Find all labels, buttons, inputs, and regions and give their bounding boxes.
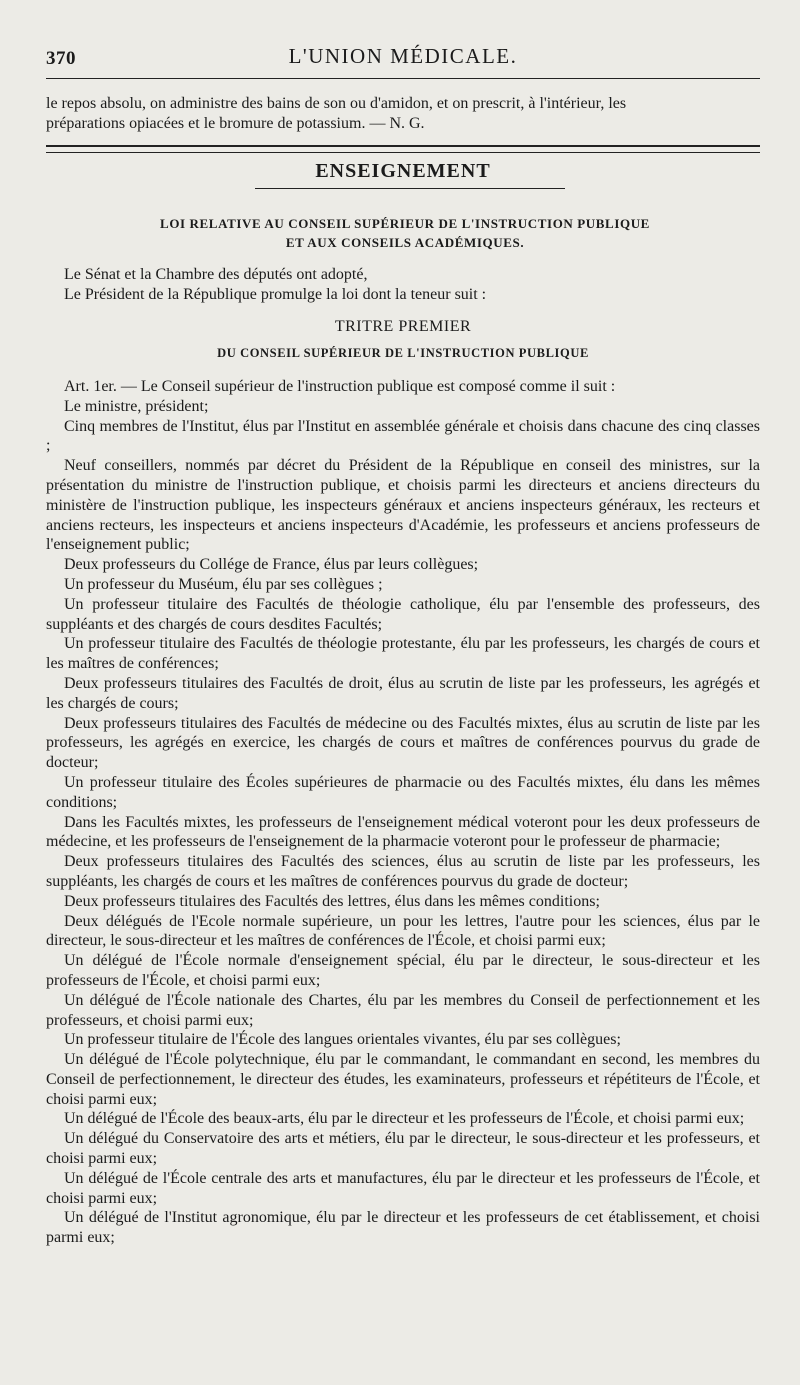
section-separator	[46, 145, 760, 153]
article-item: Neuf conseillers, nommés par décret du Président de la République en conseil des ministres, sur la présentation du ministre de l'instruction publique, et choisis parmi les directeurs et anciens directeurs du ministère de l'instruction publique, les inspecteurs généraux et anciens inspecteurs généraux, les recteurs et anciens recteurs, les inspecteurs et anciens inspecteurs d'Académie, les professeurs et anciens professeurs de l'enseignement public;	[46, 457, 760, 554]
titre-heading: TRITRE PREMIER	[334, 318, 472, 335]
article-item: Un délégué de l'Institut agronomique, élu par le directeur et les professeurs de cet établissement, et choisi parmi eux;	[46, 1209, 760, 1247]
article-1	[46, 377, 760, 1248]
preamble-line-2: Le Président de la République promulge la loi dont la teneur suit :	[64, 285, 487, 303]
preamble	[46, 265, 760, 305]
running-head: L'UNION MÉDICALE.	[288, 44, 518, 68]
article-item: Un professeur du Muséum, élu par ses collègues ;	[64, 575, 383, 593]
law-title-line-1: LOI RELATIVE AU CONSEIL SUPÉRIEUR DE L'INSTRUCTION PUBLIQUE	[160, 216, 650, 231]
page-number: 370	[46, 48, 76, 69]
article-item: Un délégué de l'École nationale des Chartes, élu par les membres du Conseil de perfectionnement et les professeurs, et choisi parmi eux;	[46, 991, 760, 1029]
intro-line-1: le repos absolu, on administre des bains de son ou d'amidon, et on prescrit, à l'intérieur, les	[46, 95, 627, 112]
article-item: Un professeur titulaire des Facultés de théologie protestante, élu par les professeurs, les chargés de cours et les maîtres de conférences;	[46, 635, 760, 673]
article-item: Un délégué de l'École centrale des arts et manufactures, élu par le directeur et les professeurs de l'École, et choisi parmi eux;	[46, 1169, 760, 1207]
intro-line-2: préparations opiacées et le bromure de potassium. — N. G.	[46, 114, 425, 132]
article-lead: Art. 1er. — Le Conseil supérieur de l'instruction publique est composé comme il suit :	[64, 378, 616, 395]
article-item: Cinq membres de l'Institut, élus par l'Institut en assemblée générale et choisis dans chacune des cinq classes ;	[46, 417, 760, 455]
article-item: Dans les Facultés mixtes, les professeurs de l'enseignement médical voteront pour les deux professeurs de médecine, et les professeurs de l'enseignement de la pharmacie voteront pour le professeur de pharmacie;	[46, 813, 760, 851]
article-item: Deux professeurs titulaires des Facultés des lettres, élus dans les mêmes conditions;	[64, 892, 600, 910]
page-header	[46, 42, 760, 72]
article-item: Deux professeurs titulaires des Facultés des sciences, élus au scrutin de liste par les professeurs, les suppléants, les chargés de cours et les maîtres de conférences pourvus du grade de docteur;	[46, 853, 760, 890]
article-item: Un délégué de l'École normale d'enseignement spécial, élu par le directeur, le sous-directeur et les professeurs de l'École, et choisi parmi eux;	[46, 952, 760, 989]
article-item: Un professeur titulaire des Écoles supérieures de pharmacie ou des Facultés mixtes, élu dans les mêmes conditions;	[46, 773, 760, 811]
article-item: Le ministre, président;	[64, 397, 209, 415]
law-title-line-2: ET AUX CONSEILS ACADÉMIQUES.	[285, 235, 525, 250]
intro-paragraph	[46, 94, 760, 134]
article-item: Un délégué de l'École polytechnique, élu par le commandant, le commandant en second, les membres du Conseil de perfectionnement, le directeur des études, les examinateurs, professeurs et répétiteurs de l'École, et choisi parmi eux;	[46, 1051, 760, 1108]
article-item: Deux professeurs du Collége de France, élus par leurs collègues;	[64, 556, 479, 574]
article-item: Un délégué de l'École des beaux-arts, élu par le directeur et les professeurs de l'École, et choisi parmi eux;	[64, 1110, 745, 1128]
article-item: Un délégué du Conservatoire des arts et métiers, élu par le directeur, le sous-directeur et les professeurs, et choisi parmi eux;	[46, 1130, 760, 1168]
preamble-line-1: Le Sénat et la Chambre des députés ont adopté,	[64, 266, 368, 283]
article-item: Deux professeurs titulaires des Facultés de médecine ou des Facultés mixtes, élus au scrutin de liste par les professeurs, les agrégés en exercice, les chargés de cours et maîtres de conférences pourvus du grade de docteur;	[46, 714, 760, 772]
titre-subheading: DU CONSEIL SUPÉRIEUR DE L'INSTRUCTION PUBLIQUE	[217, 346, 589, 360]
article-item: Deux professeurs titulaires des Facultés de droit, élus au scrutin de liste par les professeurs, les agrégés et les chargés de cours;	[46, 674, 760, 712]
article-item: Deux délégués de l'Ecole normale supérieure, un pour les lettres, l'autre pour les sciences, élus par le directeur, le sous-directeur et les maîtres de conférences de l'École, et choisi parmi eux;	[46, 912, 760, 950]
section-heading: ENSEIGNEMENT	[315, 160, 491, 182]
article-item: Un professeur titulaire des Facultés de théologie catholique, élu par l'ensemble des professeurs, des suppléants et des chargés de cours desdites Facultés;	[46, 595, 760, 633]
law-title	[70, 214, 740, 252]
article-item: Un professeur titulaire de l'École des langues orientales vivantes, élu par ses collègues;	[64, 1031, 621, 1049]
section-heading-rule	[255, 188, 565, 189]
header-rule	[46, 78, 760, 79]
